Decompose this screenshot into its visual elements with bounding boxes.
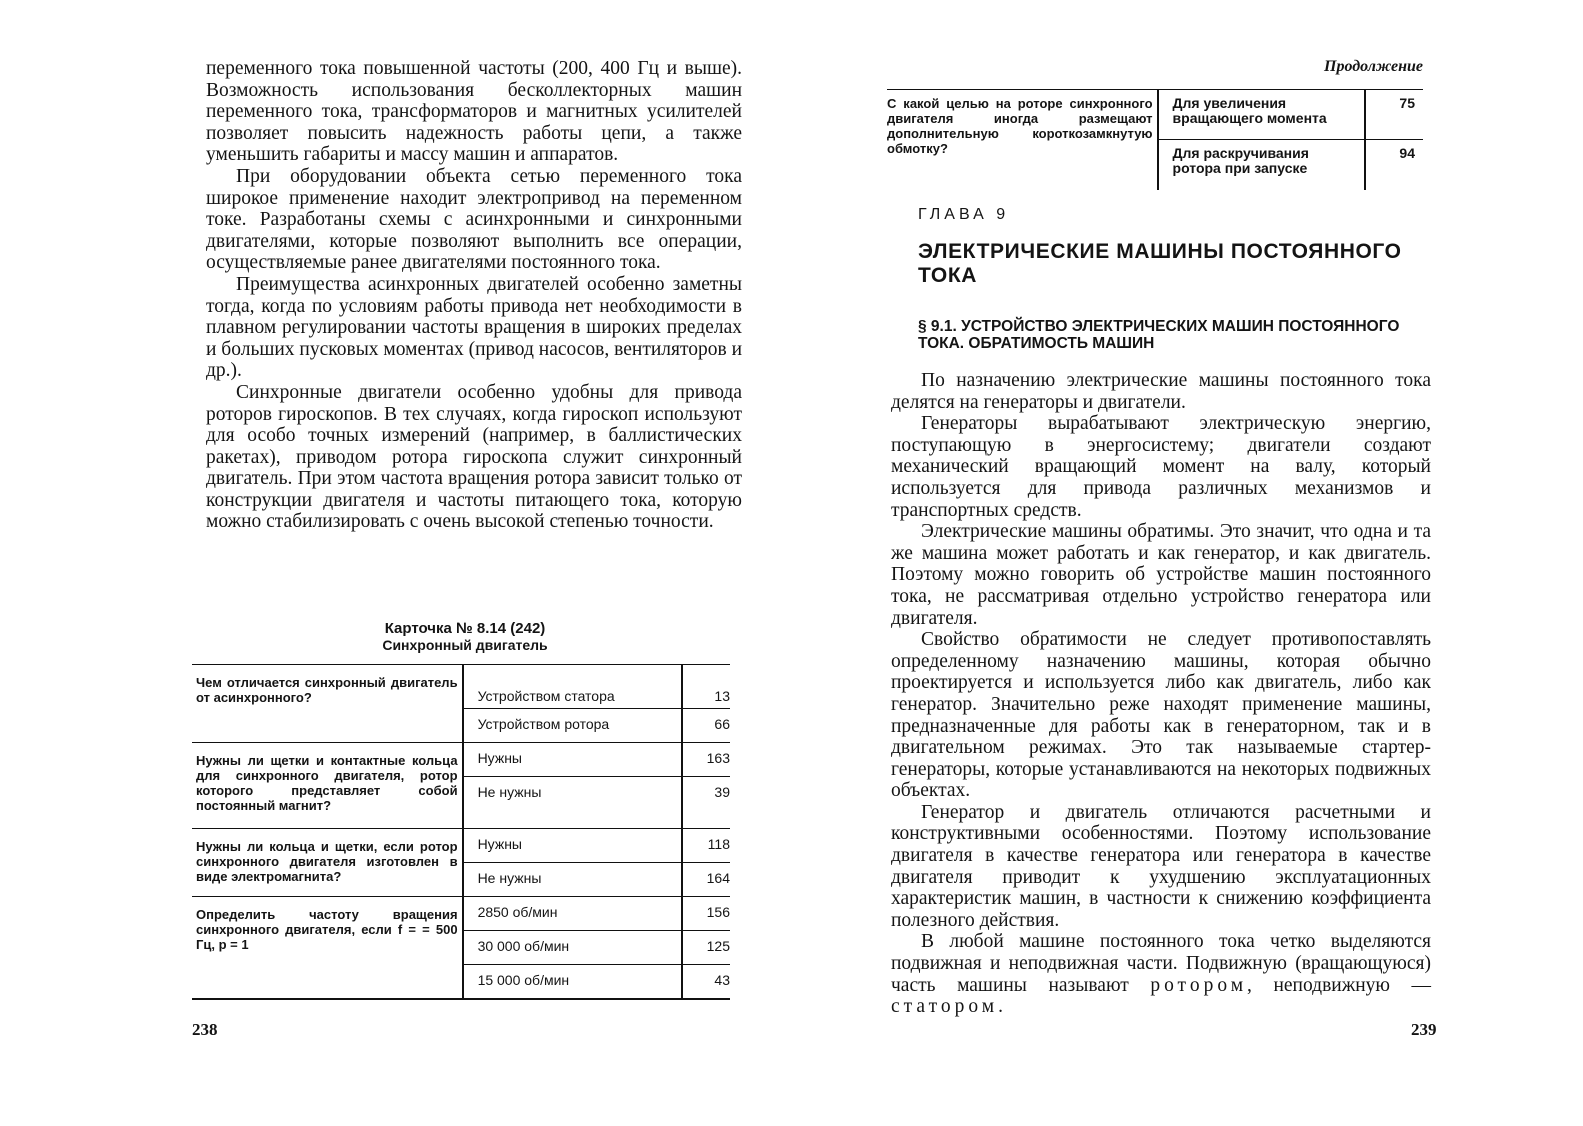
answer-number: 39 <box>682 777 730 829</box>
answer-number: 125 <box>682 931 730 965</box>
card-caption <box>200 620 730 654</box>
answer-number: 66 <box>682 709 730 743</box>
paragraph: Преимущества асинхронных двигателей особенно заметны тогда, когда по условиям работы привода нет необходимости в плавном регулировании частоты вращения в широких пределах и больших пусковых моментах (привод насосов, вентиляторов и др.). <box>206 273 743 382</box>
section-title: § 9.1. УСТРОЙСТВО ЭЛЕКТРИЧЕСКИХ МАШИН ПОСТОЯННОГО ТОКА. ОБРАТИМОСТЬ МАШИН <box>918 318 1400 352</box>
answer-number: 94 <box>1365 140 1423 190</box>
answer-number: 164 <box>682 863 730 897</box>
term-stator: статором <box>891 996 999 1018</box>
table-row <box>192 897 730 931</box>
question-cell: Нужны ли щетки и контактные кольца для синхронного двигателя, ротор которого представляет собой постоянный магнит? <box>192 743 463 829</box>
paragraph: Свойство обратимости не следует противопоставлять определенному назначению машины, которая обычно проектируется и используется либо как двигатель, либо как генератор. Значительно реже находят применение машины, предназначенные для работы как в генераторном, так и в двигательном режимах. Это так называемые стартер-генераторы, которые устанавливаются на некоторых подвижных объектах. <box>891 629 1431 802</box>
paragraph-text: В любой машине постоянного тока четко выделяются подвижная и неподвижная части. Подвижную (вращающуюся) часть машины называют <box>891 931 1431 996</box>
card-table <box>192 664 730 1000</box>
question-cell: С какой целью на роторе синхронного двигателя иногда размещают дополнительную короткозамкнутую обмотку? <box>887 90 1158 190</box>
answer-cell: Нужны <box>463 829 682 863</box>
question-cell: Нужны ли кольца и щетки, если ротор синхронного двигателя изготовлен в виде электромагнита? <box>192 829 463 897</box>
right-text-column <box>891 370 1431 1018</box>
question-cell: Определить частоту вращения синхронного двигателя, если f = = 500 Гц, p = 1 <box>192 897 463 999</box>
answer-cell: Устройством статора <box>463 665 682 709</box>
answer-cell: 2850 об/мин <box>463 897 682 931</box>
answer-cell: Устройством ротора <box>463 709 682 743</box>
card-title: Карточка № 8.14 (242) <box>384 620 546 637</box>
paragraph-text: , неподвижную — <box>1247 974 1431 996</box>
table-row <box>192 829 730 863</box>
answer-number: 156 <box>682 897 730 931</box>
chapter-title: ЭЛЕКТРИЧЕСКИЕ МАШИНЫ ПОСТОЯННОГО ТОКА <box>918 240 1402 287</box>
paragraph: переменного тока повышенной частоты (200, 400 Гц и выше). Возможность использования бесколлекторных машин переменного тока, трансформаторов и магнитных усилителей позволяет повысить надежность работы цепи, а также уменьшить габариты и массу машин и аппаратов. <box>206 58 742 166</box>
answer-cell: 15 000 об/мин <box>463 965 682 999</box>
paragraph: Синхронные двигатели особенно удобны для привода роторов гироскопов. В тех случаях, когда гироскоп используют для особо точных измерений (например, в баллистических ракетах), приводом ротора гироскопа служит синхронный двигатель. При этом частота вращения ротора зависит только от конструкции двигателя и частоты питающего тока, которую можно стабилизировать с очень высокой степенью точности. <box>206 381 742 533</box>
card-subtitle: Синхронный двигатель <box>382 637 548 653</box>
answer-number: 163 <box>682 743 730 777</box>
table-row <box>192 665 730 709</box>
continuation-table <box>887 89 1423 190</box>
question-cell: Чем отличается синхронный двигатель от асинхронного? <box>192 665 463 743</box>
paragraph: Генератор и двигатель отличаются расчетными и конструктивными особенностями. Поэтому использование двигателя в качестве генератора или генератора в качестве двигателя приводит к ухудшению эксплуатационных характеристик машин, в частности к снижению коэффициента полезного действия. <box>891 801 1431 931</box>
answer-cell: 30 000 об/мин <box>463 931 682 965</box>
answer-number: 118 <box>682 829 730 863</box>
answer-cell: Для раскручивания ротора при запуске <box>1158 140 1365 190</box>
answer-number: 13 <box>714 688 730 704</box>
right-page <box>791 0 1583 1126</box>
answer-cell: Не нужны <box>463 863 682 897</box>
chapter-label: ГЛАВА 9 <box>918 206 1010 223</box>
paragraph-last <box>891 931 1431 1017</box>
page-number: 239 <box>1411 1020 1437 1039</box>
answer-number: 75 <box>1399 95 1415 111</box>
paragraph: При оборудовании объекта сетью переменного тока широкое применение находит электропривод на переменном токе. Разработаны схемы с асинхронными и синхронными двигателями, которые позволяют выполнить все операции, осуществляемые ранее двигателями постоянного тока. <box>206 165 742 274</box>
left-text-column <box>206 58 742 533</box>
paragraph: Электрические машины обратимы. Это значит, что одна и та же машина может работать и как генератор, и как двигатель. Поэтому можно говорить об устройстве машин постоянного тока, не рассматривая отдельно устройство генератора или двигателя. <box>891 521 1431 629</box>
table-row <box>887 90 1423 140</box>
continuation-label: Продолжение <box>1324 58 1423 75</box>
answer-cell: Нужны <box>463 743 682 777</box>
left-page <box>0 0 791 1126</box>
page-number: 238 <box>192 1020 218 1039</box>
paragraph-text: . <box>998 996 1003 1018</box>
paragraph: По назначению электрические машины постоянного тока делятся на генераторы и двигатели. <box>891 370 1431 413</box>
answer-number: 43 <box>682 965 730 999</box>
table-row <box>192 743 730 777</box>
answer-cell: Для увеличения вращающего момента <box>1158 90 1365 140</box>
paragraph: Генераторы вырабатывают электрическую энергию, поступающую в энергосистему; двигатели создают механический вращающий момент на валу, который используется для привода различных механизмов и транспортных средств. <box>891 413 1431 521</box>
answer-cell: Не нужны <box>463 777 682 829</box>
term-rotor: ротором <box>1150 974 1248 996</box>
